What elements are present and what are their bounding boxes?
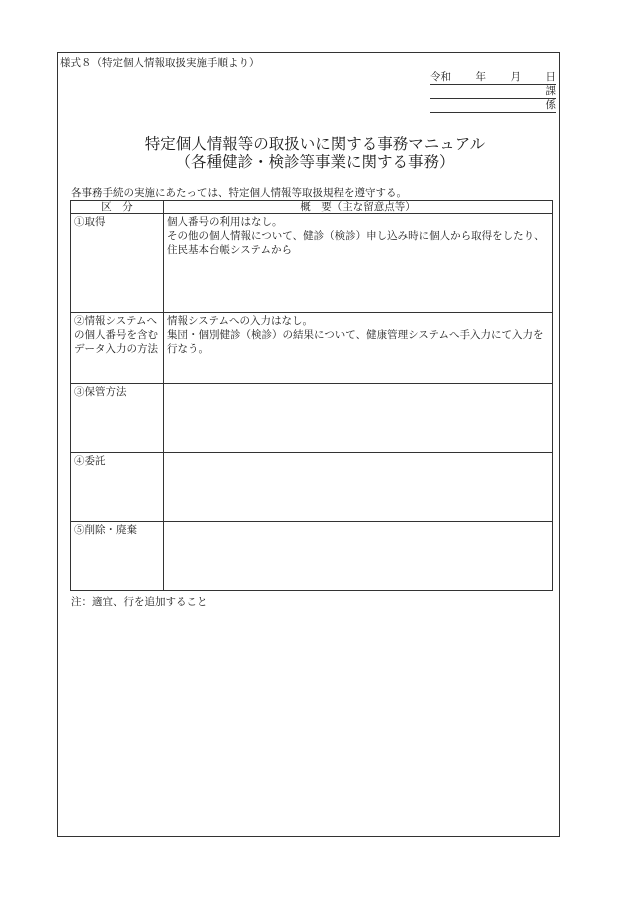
date-day: 日 xyxy=(545,71,556,83)
procedures-table xyxy=(70,200,553,591)
row-summary xyxy=(164,384,553,453)
staff-label: 係 xyxy=(545,99,556,111)
intro-text: 各事務手続の実施にあたっては、特定個人情報等取扱規程を遵守する。 xyxy=(71,187,407,199)
date-year: 年 xyxy=(475,71,486,83)
table-row xyxy=(71,313,553,384)
staff-line xyxy=(430,99,556,113)
date-era: 令和 xyxy=(430,71,451,83)
table-row xyxy=(71,214,553,313)
row-summary xyxy=(164,522,553,591)
date-block xyxy=(430,71,556,113)
document-subtitle: （各種健診・検診等事業に関する事務） xyxy=(175,153,455,171)
row-summary xyxy=(164,313,553,384)
table-row xyxy=(71,453,553,522)
summary-line: 情報システムへの入力はなし。 xyxy=(167,315,313,327)
footnote: 注：適宜、行を追加すること xyxy=(71,596,208,608)
form-reference: 様式８（特定個人情報取扱実施手順より） xyxy=(60,57,260,69)
row-category: ②情報システムへの個人番号を含むデータ入力の方法 xyxy=(71,313,164,384)
date-month: 月 xyxy=(510,71,521,83)
table-row xyxy=(71,384,553,453)
header-category: 区 分 xyxy=(71,201,164,214)
document-title: 特定個人情報等の取扱いに関する事務マニュアル xyxy=(144,135,486,153)
table-row xyxy=(71,522,553,591)
row-category: ③保管方法 xyxy=(71,384,164,453)
row-summary xyxy=(164,453,553,522)
header-summary: 概 要（主な留意点等） xyxy=(164,201,553,214)
row-summary xyxy=(164,214,553,313)
summary-line: その他の個人情報について、健診（検診）申し込み時に個人から取得をしたり、住民基本台帳システムから xyxy=(167,230,545,256)
summary-line: 個人番号の利用はなし。 xyxy=(167,216,283,228)
row-category: ④委託 xyxy=(71,453,164,522)
row-category: ①取得 xyxy=(71,214,164,313)
section-line xyxy=(430,85,556,99)
summary-line: 集団・個別健診（検診）の結果について、健康管理システムへ手入力にて入力を行なう。 xyxy=(167,329,544,355)
table-header-row xyxy=(71,201,553,214)
section-label: 課 xyxy=(545,85,556,97)
date-line xyxy=(430,71,556,85)
row-category: ⑤削除・廃棄 xyxy=(71,522,164,591)
